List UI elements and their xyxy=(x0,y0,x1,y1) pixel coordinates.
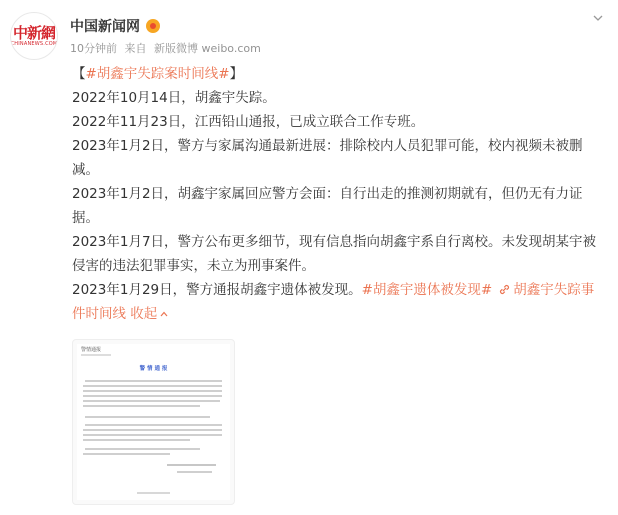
post-body xyxy=(72,62,602,326)
remains-found-topic-link[interactable]: #胡鑫宇遗体被发现# xyxy=(361,282,493,298)
doc-title: 警 情 通 报 xyxy=(139,366,168,372)
account-name-row xyxy=(70,16,160,36)
avatar-logo-subtext: CHINANEWS.COM xyxy=(10,40,58,47)
post-meta xyxy=(70,40,265,56)
chevron-up-icon xyxy=(159,309,169,319)
post-image[interactable] xyxy=(72,339,235,505)
timeline-line-1: 2022年10月14日，胡鑫宇失踪。 xyxy=(72,90,276,106)
doc-text-line xyxy=(83,439,190,441)
doc-text-line xyxy=(85,416,210,418)
doc-text-line xyxy=(85,448,200,450)
doc-text-line xyxy=(83,395,222,397)
doc-text-line xyxy=(83,400,220,402)
avatar-logo-text: 中新網 xyxy=(12,23,55,42)
source-prefix: 来自 xyxy=(124,42,147,55)
doc-date-line xyxy=(177,471,212,473)
doc-text-line xyxy=(83,453,170,455)
doc-text-line xyxy=(83,429,222,431)
police-notice-image xyxy=(77,344,230,500)
doc-sign-line xyxy=(167,464,216,466)
timeline-line-6-text: 2023年1月29日，警方通报胡鑫宇遗体被发现。 xyxy=(72,282,362,298)
doc-text-line xyxy=(83,434,222,436)
doc-text-line xyxy=(85,424,222,426)
post-title xyxy=(72,62,602,86)
timeline-line-2: 2022年11月23日，江西铅山通报，已成立联合工作专班。 xyxy=(72,114,425,130)
chevron-down-icon[interactable] xyxy=(592,12,604,24)
doc-header: 警情通报 xyxy=(81,347,102,353)
timeline-link-text: 胡鑫宇失踪事件时间线 xyxy=(72,282,595,322)
timeline-line-3: 2023年1月2日，警方与家属沟通最新进展：排除校内人员犯罪可能，校内视频未被删减。 xyxy=(72,138,583,178)
account-name[interactable]: 中国新闻网 xyxy=(70,19,140,35)
collapse-button[interactable] xyxy=(130,306,169,322)
post-time[interactable]: 10分钟前 xyxy=(70,42,117,55)
account-avatar[interactable] xyxy=(10,12,58,60)
doc-text-line xyxy=(83,390,222,392)
doc-subheader-line xyxy=(81,354,111,356)
title-topic-link[interactable]: #胡鑫宇失踪案时间线# xyxy=(85,66,230,82)
title-bracket-open: 【 xyxy=(72,66,86,82)
timeline-line-6 xyxy=(72,278,602,326)
post-source[interactable]: 新版微博 weibo.com xyxy=(154,42,261,55)
title-bracket-close: 】 xyxy=(229,66,244,82)
verified-badge-icon xyxy=(146,19,160,33)
link-icon xyxy=(498,283,511,296)
timeline-line-5: 2023年1月7日，警方公布更多细节，现有信息指向胡鑫宇系自行离校。未发现胡某宇被侵害的违法犯罪事实，未立为刑事案件。 xyxy=(72,234,597,274)
image-watermark xyxy=(137,492,170,494)
doc-text-line xyxy=(83,405,200,407)
collapse-label: 收起 xyxy=(130,306,158,322)
doc-text-line xyxy=(85,380,222,382)
timeline-line-4: 2023年1月2日，胡鑫宇家属回应警方会面：自行出走的推测初期就有，但仍无有力证据。 xyxy=(72,186,583,226)
doc-text-line xyxy=(83,385,222,387)
